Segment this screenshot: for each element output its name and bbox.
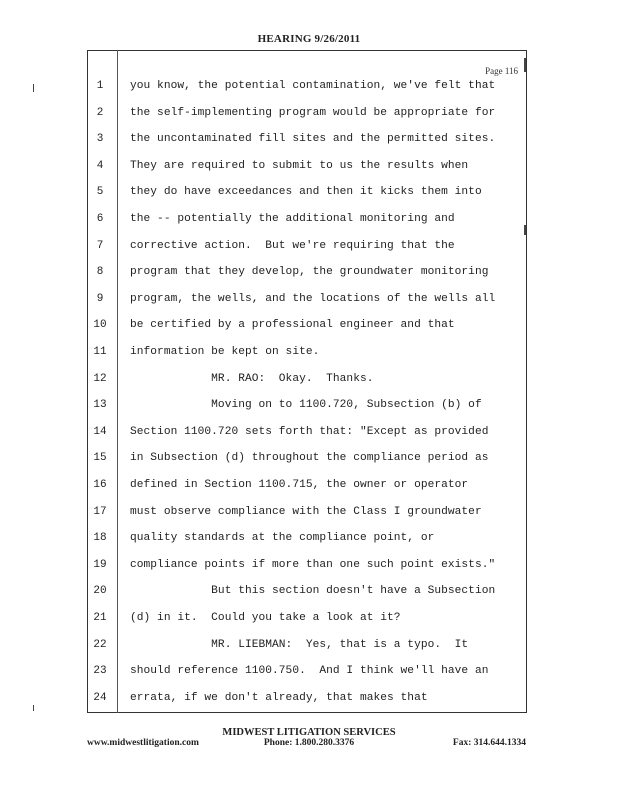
transcript-line: be certified by a professional engineer and that bbox=[130, 319, 455, 331]
transcript-line: quality standards at the compliance point, or bbox=[130, 532, 435, 544]
line-number: 19 bbox=[93, 559, 107, 571]
transcript-line: information be kept on site. bbox=[130, 346, 320, 358]
transcript-line: compliance points if more than one such point exists." bbox=[130, 559, 496, 571]
transcript-line: in Subsection (d) throughout the compliance period as bbox=[130, 452, 489, 464]
line-number: 11 bbox=[93, 346, 107, 358]
transcript-line: they do have exceedances and then it kicks them into bbox=[130, 186, 482, 198]
footer-company: MIDWEST LITIGATION SERVICES bbox=[222, 727, 396, 738]
page-number: Page 116 bbox=[485, 66, 518, 76]
scan-artifact bbox=[33, 705, 34, 711]
transcript-line: should reference 1100.750. And I think we'll have an bbox=[130, 665, 489, 677]
line-number: 15 bbox=[93, 452, 107, 464]
line-number: 22 bbox=[93, 639, 107, 651]
transcript-line: MR. RAO: Okay. Thanks. bbox=[130, 373, 374, 385]
line-number: 2 bbox=[96, 107, 104, 119]
line-number: 6 bbox=[96, 213, 104, 225]
transcript-line: the self-implementing program would be appropriate for bbox=[130, 107, 496, 119]
line-number: 1 bbox=[96, 80, 104, 92]
line-number: 7 bbox=[96, 240, 104, 252]
line-number: 16 bbox=[93, 479, 107, 491]
transcript-line: Moving on to 1100.720, Subsection (b) of bbox=[130, 399, 482, 411]
line-number: 9 bbox=[96, 293, 104, 305]
line-number: 17 bbox=[93, 506, 107, 518]
transcript-line: defined in Section 1100.715, the owner or operator bbox=[130, 479, 469, 491]
document-header: HEARING 9/26/2011 bbox=[257, 33, 361, 45]
line-number: 18 bbox=[93, 532, 107, 544]
transcript-line: Section 1100.720 sets forth that: "Except as provided bbox=[130, 426, 489, 438]
line-number: 3 bbox=[96, 133, 104, 145]
scan-artifact bbox=[33, 84, 34, 92]
line-number: 13 bbox=[93, 399, 107, 411]
footer-fax: Fax: 314.644.1334 bbox=[452, 738, 526, 748]
line-number: 23 bbox=[93, 665, 107, 677]
line-number: 21 bbox=[93, 612, 107, 624]
line-number: 14 bbox=[93, 426, 107, 438]
transcript-line: the uncontaminated fill sites and the permitted sites. bbox=[130, 133, 496, 145]
line-number: 12 bbox=[93, 373, 107, 385]
transcript-line: (d) in it. Could you take a look at it? bbox=[130, 612, 401, 624]
transcript-line: you know, the potential contamination, we've felt that bbox=[130, 80, 496, 92]
transcript-line: must observe compliance with the Class I groundwater bbox=[130, 506, 482, 518]
line-number: 10 bbox=[93, 319, 107, 331]
line-number: 4 bbox=[96, 160, 104, 172]
transcript-line: program, the wells, and the locations of the wells all bbox=[130, 293, 496, 305]
transcript-line: But this section doesn't have a Subsection bbox=[130, 585, 496, 597]
transcript-line: the -- potentially the additional monitoring and bbox=[130, 213, 455, 225]
line-number: 20 bbox=[93, 585, 107, 597]
footer-phone: Phone: 1.800.280.3376 bbox=[263, 738, 355, 748]
transcript-line: corrective action. But we're requiring that the bbox=[130, 240, 455, 252]
line-number: 8 bbox=[96, 266, 104, 278]
transcript-line: They are required to submit to us the results when bbox=[130, 160, 469, 172]
transcript-line: program that they develop, the groundwater monitoring bbox=[130, 266, 489, 278]
line-number: 5 bbox=[96, 186, 104, 198]
footer-website: www.midwestlitigation.com bbox=[87, 738, 199, 748]
transcript-line: errata, if we don't already, that makes that bbox=[130, 692, 428, 704]
transcript-line: MR. LIEBMAN: Yes, that is a typo. It bbox=[130, 639, 469, 651]
scan-artifact bbox=[524, 58, 526, 72]
line-number-divider bbox=[117, 50, 118, 713]
scan-artifact bbox=[524, 225, 526, 235]
line-number: 24 bbox=[93, 692, 107, 704]
